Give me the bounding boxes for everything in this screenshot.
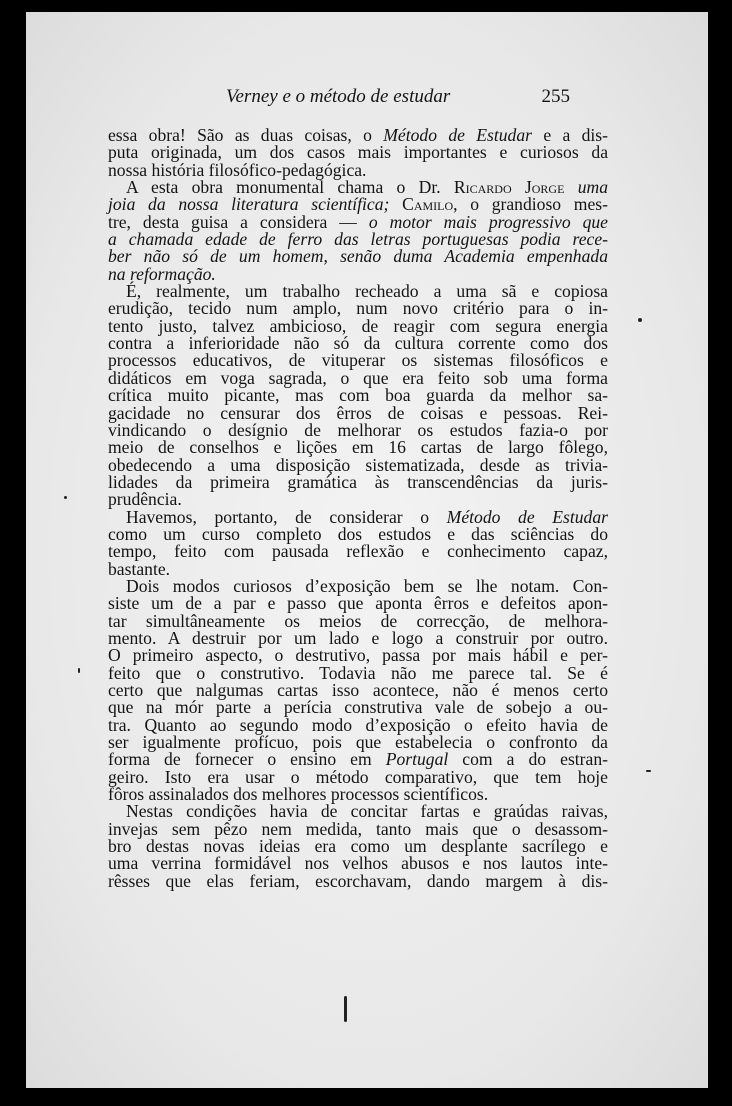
scan-speck bbox=[78, 668, 80, 673]
text-segment: essa obra! São as duas coisas, o bbox=[108, 125, 384, 145]
text-segment: lidades da primeira gramática às transcendências da juris- bbox=[108, 471, 608, 492]
text-segment: prudência. bbox=[108, 489, 182, 510]
running-title: Verney e o método de estudar bbox=[226, 86, 451, 107]
page-header bbox=[26, 86, 708, 110]
text-line bbox=[108, 870, 608, 891]
text-segment: invejas sem pêzo nem medida, tanto mais que o desassom- bbox=[108, 818, 608, 839]
text-segment: com a do estran- bbox=[448, 749, 609, 770]
text-segment: siste um de a par e passo que aponta êrros e defeitos apon- bbox=[108, 593, 608, 614]
text-segment: processos educativos, de vituperar os sistemas filosóficos e bbox=[108, 350, 608, 371]
text-segment: uma verrina formidável nos velhos abusos e nos lautos inte- bbox=[108, 853, 608, 874]
scan-speck bbox=[344, 996, 347, 1022]
text-line bbox=[108, 471, 608, 492]
text-segment: erudição, tecido num amplo, num novo critério para o in- bbox=[108, 298, 608, 319]
text-segment: forma de fornecer o ensino em bbox=[108, 749, 386, 770]
text-segment: didáticos em voga sagrada, o que era feito sob uma forma bbox=[108, 367, 608, 388]
text-segment: obedecendo a uma disposição sistematizada, desde as trivia- bbox=[108, 454, 608, 475]
italic-text: uma bbox=[564, 177, 608, 198]
text-segment: tar simultâneamente os meios de correcção, de melhora- bbox=[108, 610, 608, 631]
text-line bbox=[108, 543, 608, 560]
text-segment: puta originada, um dos casos mais importantes e curiosos da bbox=[108, 142, 608, 163]
text-segment: mento. A destruir por um lado e logo a construir por outro. bbox=[108, 627, 608, 648]
text-segment: tempo, feito com pausada reflexão e conhecimento capaz, bbox=[108, 541, 608, 562]
text-segment: que na mór parte a perícia construtiva vale de sobejo a ou- bbox=[108, 697, 608, 718]
text-segment: fôros assinalados dos melhores processos scientíficos. bbox=[108, 784, 489, 805]
text-segment: A esta obra monumental chama o Dr. bbox=[126, 177, 454, 198]
text-segment: , o grandioso mes- bbox=[453, 194, 608, 215]
text-segment: Havemos, portanto, de considerar o bbox=[126, 506, 447, 527]
text-segment: É, realmente, um trabalho recheado a uma sã e copiosa bbox=[126, 281, 608, 302]
text-segment: rêsses que elas feriam, escorchavam, dando margem à dis- bbox=[108, 870, 608, 891]
italic-text: Método de Estudar bbox=[446, 506, 608, 527]
text-segment: feito que o construtivo. Todavia não me parece tal. Se é bbox=[108, 662, 608, 683]
italic-text: joia da nossa literatura scientífica; bbox=[108, 194, 390, 215]
text-segment: como um curso completo dos estudos e das sciências do bbox=[108, 523, 608, 544]
text-segment: certo que nalgumas cartas isso acontece, não é menos certo bbox=[108, 680, 608, 700]
text-segment: Nestas condições havia de concitar fartas e graúdas raivas, bbox=[126, 801, 608, 822]
body-text bbox=[108, 127, 608, 890]
scan-speck bbox=[646, 770, 651, 772]
text-segment: tento justo, talvez ambicioso, de reagir com segura energia bbox=[108, 315, 608, 336]
text-segment: geiro. Isto era usar o método comparativo, que tem hoje bbox=[108, 766, 608, 787]
text-segment: crítica muito picante, mas com boa guarda da melhor sa- bbox=[108, 385, 608, 406]
text-segment: bastante. bbox=[108, 558, 171, 579]
text-segment: vindicando o desígnio de melhorar os estudos fazia-o por bbox=[108, 419, 608, 440]
text-segment: nossa história filosófico-pedagógica. bbox=[108, 159, 367, 180]
text-segment: contra a inferioridade não só da cultura corrente como dos bbox=[108, 333, 608, 354]
text-segment: Dois modos curiosos d’exposição bem se lhe notam. Con- bbox=[126, 575, 608, 596]
page-number: 255 bbox=[541, 86, 570, 107]
scan-speck bbox=[638, 318, 642, 322]
small-caps-name: Ricardo Jorge bbox=[453, 177, 565, 198]
italic-text: ber não só de um homem, senão duma Academia empenhada bbox=[108, 246, 608, 267]
small-caps-name: Camilo bbox=[402, 194, 454, 215]
book-page bbox=[26, 12, 708, 1088]
italic-text: a chamada edade de ferro das letras portuguesas podia rece- bbox=[108, 229, 608, 250]
italic-text: na reformação. bbox=[108, 263, 216, 284]
italic-text: Método de Estudar bbox=[383, 125, 532, 145]
text-segment: bro destas novas ideias era como um desplante sacrílego e bbox=[108, 836, 608, 857]
italic-text: Portugal bbox=[385, 749, 449, 770]
italic-text: o motor mais progressivo que bbox=[368, 211, 608, 232]
scan-speck bbox=[64, 496, 67, 499]
text-segment: meio de conselhos e lições em 16 cartas de largo fôlego, bbox=[108, 437, 608, 458]
text-segment: gacidade no censurar dos êrros de coisas e pessoas. Rei- bbox=[108, 402, 608, 423]
text-segment: e a dis- bbox=[531, 125, 608, 145]
text-segment: tre, desta guisa a considera — bbox=[108, 211, 369, 232]
text-segment: O primeiro aspecto, o destrutivo, passa por mais hábil e per- bbox=[108, 645, 608, 666]
text-segment: ser igualmente profícuo, pois que estabelecia o confronto da bbox=[108, 732, 608, 753]
text-segment: tra. Quanto ao segundo modo d’exposição o efeito havia de bbox=[108, 714, 608, 735]
